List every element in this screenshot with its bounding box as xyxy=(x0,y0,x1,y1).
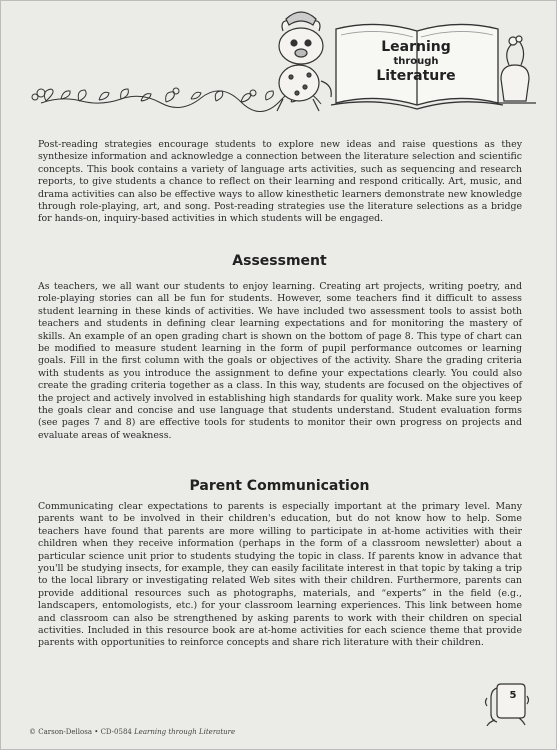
footer-course-title: Learning through Literature xyxy=(134,728,236,736)
header-title-line3: Literature xyxy=(376,68,456,84)
parent-communication-heading: Parent Communication xyxy=(189,478,370,494)
footer-copyright: © Carson-Dellosa • CD-0584 xyxy=(29,728,132,736)
assessment-heading: Assessment xyxy=(232,253,327,269)
footer xyxy=(29,728,235,736)
plant-border-icon xyxy=(32,88,321,112)
header-title-line1: Learning xyxy=(381,39,451,55)
header-title xyxy=(361,39,471,84)
header-title-line2: through xyxy=(393,56,439,67)
page-number: 5 xyxy=(509,690,517,701)
page-number-book-icon xyxy=(483,676,531,726)
leopard-illustration-icon xyxy=(277,12,331,111)
intro-paragraph: Post-reading strategies encourage students to explore new ideas and raise questions as they synthesize information and acknowledge a connection between the literature selection and scientific concepts. This book contains a variety of language arts activities, such as sequencing and research reports, to give students a chance to reflect on their learning and respond critically. Art, music, and drama activities can also be effective ways to allow kinesthetic learners demonstrate new knowledge through role-playing, art, and song. Post-reading strategies use the literature selections as a bridge for hands-on, inquiry-based activities in which students will be engaged. xyxy=(38,139,522,225)
assessment-paragraph: As teachers, we all want our students to enjoy learning. Creating art projects, writing poetry, and role-playing stories can all be fun for students. However, some teachers find it difficult to assess student learning in these kinds of activities. We have included two assessment tools to assist both teachers and students in defining clear learning expectations and for monitoring the mastery of skills. An example of an open grading chart is shown on the bottom of page 8. This type of chart can be modified to measure student learning in the form of pupil performance outcomes or learning goals. Fill in the first column with the goals or objectives of the activity. Share the grading criteria with students as you introduce the assignment to define your expectations clearly. You could also create the grading criteria together as a class. In this way, students are focused on the objectives of the project and actively involved in establishing high standards for quality work. Make sure you keep the goals clear and concise and use language that students understand. Student evaluation forms (see pages 7 and 8) are effective tools for students to monitor their own progress on projects and evaluate areas of weakness. xyxy=(38,281,522,441)
parent-communication-paragraph: Communicating clear expectations to parents is especially important at the primary level. Many parents want to be involved in their children's education, but do not know how to help. Some teachers have found that parents are more willing to participate in at-home activities with their children when they receive information (perhaps in the form of a classroom newsletter) about a particular science unit prior to students studying the topic in class. If parents know in advance that you'll be studying insects, for example, they can easily facilitate interest in that topic by taking a trip to the local library or investigating related Web sites with their children. Furthermore, parents can provide additional resources such as photographs, materials, and “experts” in the field (e.g., landscapers, entomologists, etc.) for your classroom learning experiences. This link between home and classroom can also be strengthened by asking parents to work with their children on special activities. Included in this resource book are at-home activities for each science theme that provide parents with opportunities to reinforce concepts and share rich literature with their children. xyxy=(38,501,522,649)
pot-illustration-icon xyxy=(496,36,536,103)
header-illustration xyxy=(1,1,557,126)
